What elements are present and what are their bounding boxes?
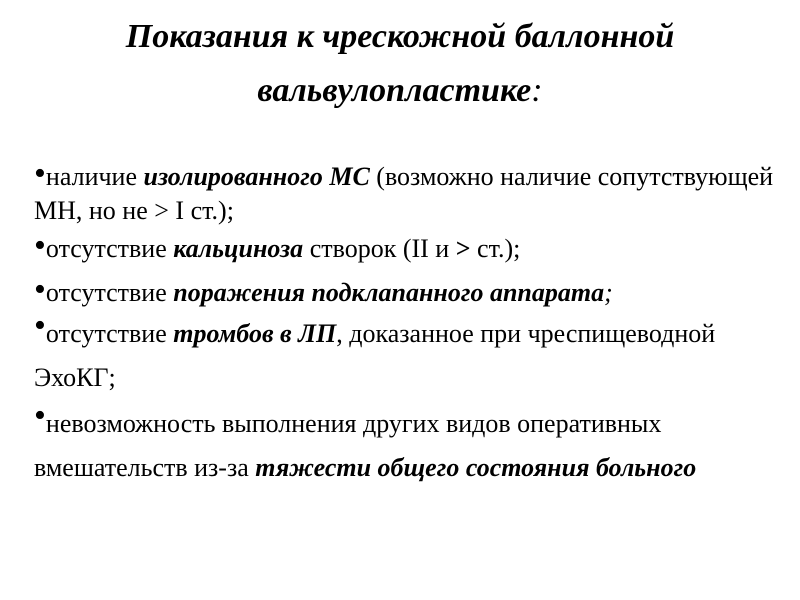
item-text: отсутствие: [45, 278, 174, 307]
item-text: отсутствие: [45, 234, 174, 263]
item-text: , доказанное при чреспищеводной ЭхоКГ;: [34, 319, 716, 392]
title-line-2: вальвулопластике: [257, 72, 532, 109]
bullet-icon: •: [34, 307, 46, 344]
list-item: [34, 227, 774, 266]
bullet-icon: •: [34, 271, 46, 308]
item-text: ;: [604, 278, 613, 307]
title-colon: :: [531, 72, 543, 109]
item-gt-sign: >: [455, 234, 471, 263]
item-emphasis: изолированного МС: [143, 162, 370, 191]
item-emphasis: тяжести общего состояния больного: [255, 453, 697, 482]
item-text: створок (II и: [303, 234, 456, 263]
bullet-icon: •: [34, 397, 46, 434]
item-text: отсутствие: [45, 319, 174, 348]
bullet-list: [34, 155, 774, 490]
title-line-1: Показания к чрескожной баллонной: [125, 18, 675, 55]
item-emphasis: кальциноза: [173, 234, 304, 263]
item-text: (возможно наличие сопутствующей МН, но не > I ст.);: [34, 162, 774, 225]
item-text: ст.);: [470, 234, 521, 263]
bullet-icon: •: [34, 227, 46, 264]
list-item: [34, 155, 774, 228]
list-item: [34, 307, 774, 400]
bullet-icon: •: [34, 155, 46, 192]
slide-title: [40, 10, 760, 118]
list-item: [34, 271, 774, 310]
item-text: наличие: [45, 162, 144, 191]
item-emphasis: тромбов в ЛП: [173, 319, 337, 348]
item-emphasis: поражения подклапанного аппарата: [173, 278, 605, 307]
list-item: [34, 397, 774, 490]
item-text: невозможность выполнения других видов оперативных вмешательств из-за: [34, 409, 662, 482]
